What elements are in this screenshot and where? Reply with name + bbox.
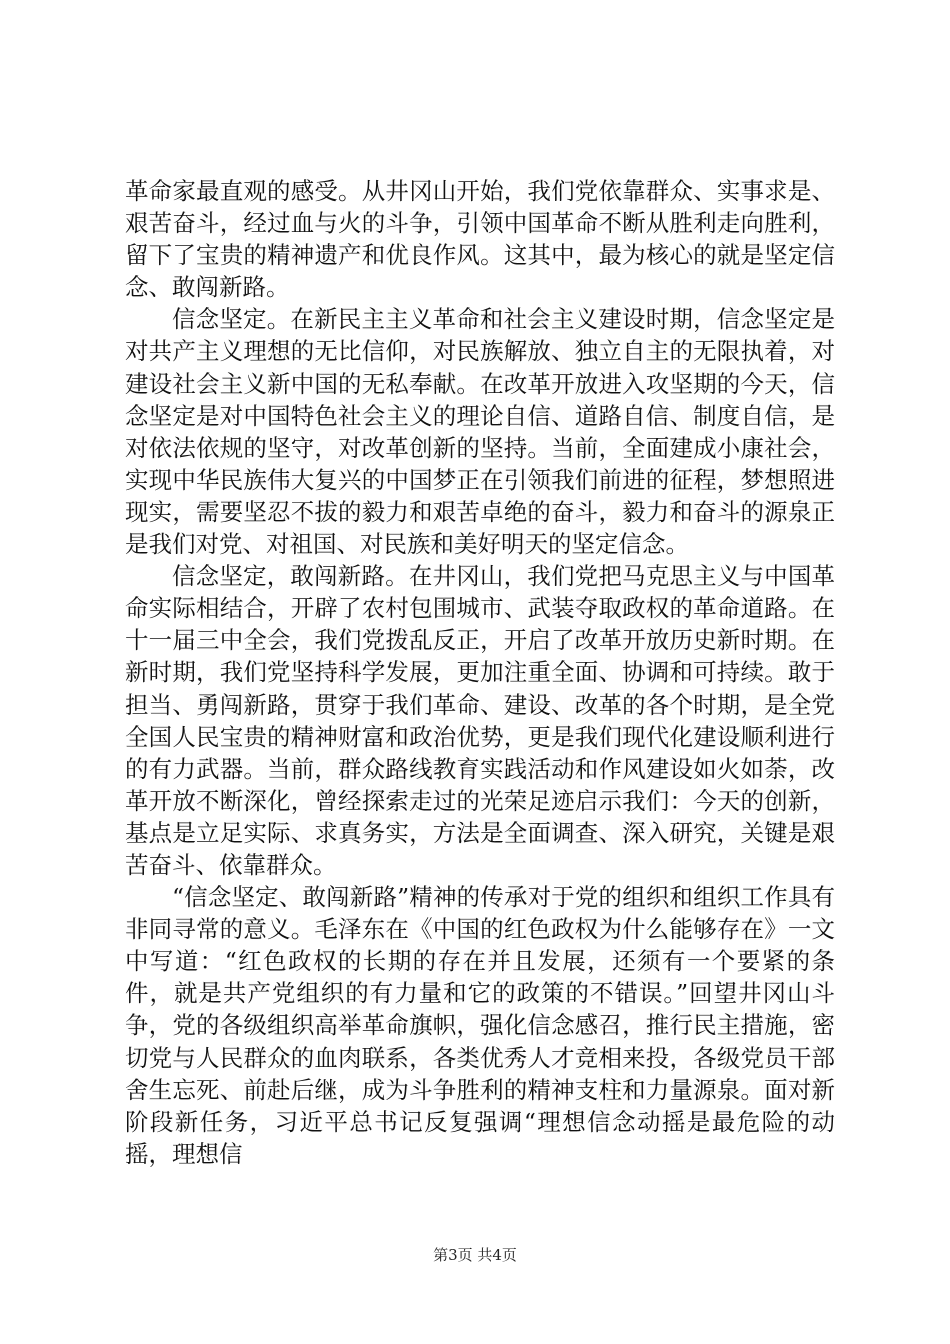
paragraph-2: 信念坚定。在新民主主义革命和社会主义建设时期，信念坚定是对共产主义理想的无比信仰，对民族解放、独立自主的无限执着，对建设社会主义新中国的无私奉献。在改革开放进入攻坚期的今天，信念坚定是对中国特色社会主义的理论自信、道路自信、制度自信，是对依法依规的坚守，对改革创新的坚持。当前，全面建成小康社会，实现中华民族伟大复兴的中国梦正在引领我们前进的征程，梦想照进现实，需要坚忍不拔的毅力和艰苦卓绝的奋斗，毅力和奋斗的源泉正是我们对党、对祖国、对民族和美好明天的坚定信念。 bbox=[125, 305, 835, 559]
paragraph-1: 革命家最直观的感受。从井冈山开始，我们党依靠群众、实事求是、艰苦奋斗，经过血与火的斗争，引领中国革命不断从胜利走向胜利，留下了宝贵的精神遗产和优良作风。这其中，最为核心的就是坚定信念、敢闯新路。 bbox=[125, 177, 835, 302]
page-number-footer: 第3页 共4页 bbox=[433, 1246, 517, 1264]
paragraph-4: “信念坚定、敢闯新路”精神的传承对于党的组织和组织工作具有非同寻常的意义。毛泽东在《中国的红色政权为什么能够存在》一文中写道：“红色政权的长期的存在并且发展，还须有一个要紧的条件，就是共产党组织的有力量和它的政策的不错误。”回望井冈山斗争，党的各级组织高举革命旗帜，强化信念感召，推行民主措施，密切党与人民群众的血肉联系，各类优秀人才竞相来投，各级党员干部舍生忘死、前赴后继，成为斗争胜利的精神支柱和力量源泉。面对新阶段新任务，习近平总书记反复强调“理想信念动摇是最危险的动摇，理想信 bbox=[125, 883, 835, 1168]
paragraph-3: 信念坚定，敢闯新路。在井冈山，我们党把马克思主义与中国革命实际相结合，开辟了农村包围城市、武装夺取政权的革命道路。在十一届三中全会，我们党拨乱反正，开启了改革开放历史新时期。在新时期，我们党坚持科学发展，更加注重全面、协调和可持续。敢于担当、勇闯新路，贯穿于我们革命、建设、改革的各个时期，是全党全国人民宝贵的精神财富和政治优势，更是我们现代化建设顺利进行的有力武器。当前，群众路线教育实践活动和作风建设如火如荼，改革开放不断深化，曾经探索走过的光荣足迹启示我们：今天的创新，基点是立足实际、求真务实，方法是全面调查、深入研究，关键是艰苦奋斗、依靠群众。 bbox=[125, 562, 835, 879]
document-body bbox=[125, 175, 835, 1170]
